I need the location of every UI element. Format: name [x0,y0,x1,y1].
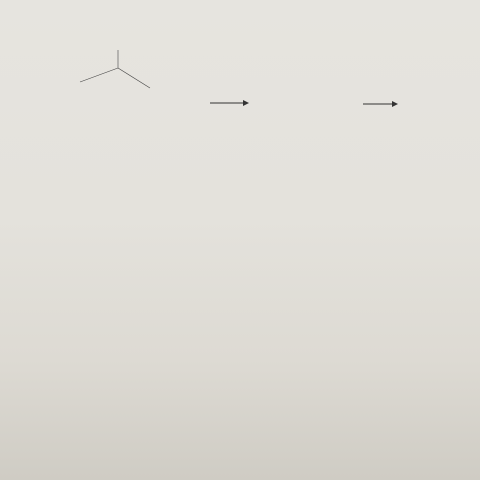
task-2 [24,408,474,419]
task-1 [24,387,474,398]
task-3 [24,429,474,440]
